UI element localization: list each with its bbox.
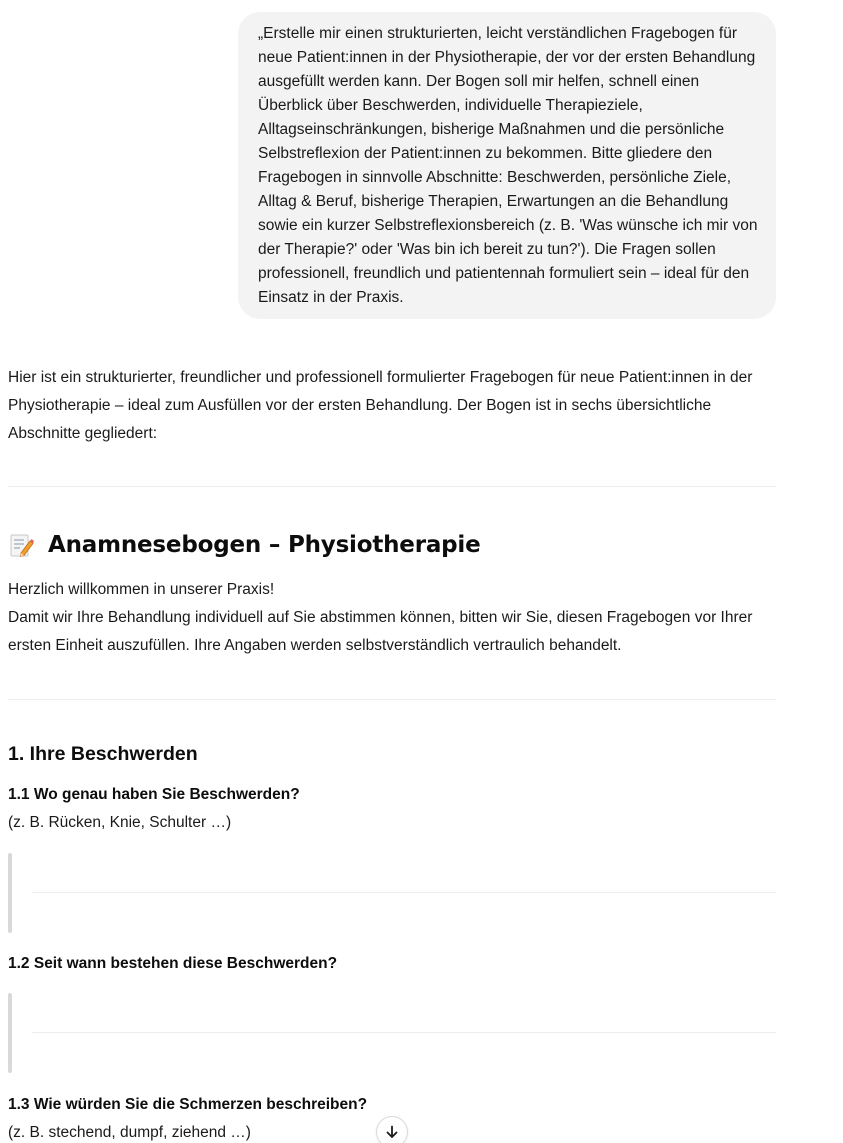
answer-field-bar (8, 993, 12, 1073)
answer-field-line (32, 892, 776, 893)
arrow-down-icon (384, 1124, 400, 1140)
assistant-intro: Hier ist ein strukturierter, freundlicher und professionell formulierter Fragebogen für neue Patient:innen in der Physiotherapie – ideal zum Ausfüllen vor der ersten Behandlung. Der Bogen ist in sechs übersichtliche Abschnitte gegliedert: (8, 369, 753, 442)
user-message-text: „Erstelle mir einen strukturierten, leicht verständlichen Fragebogen für neue Patient:innen in der Physiotherapie, der vor der ersten Behandlung ausgefüllt werden kann. Der Bogen soll mir helfen, schnell einen Überblick über Beschwerden, individuelle Therapieziele, Alltagseinschränkungen, bisherige Maßnahmen und die persönliche Selbstreflexion der Patient:innen zu bekommen. Bitte gliedere den Fragebogen in sinnvolle Abschnitte: Beschwerden, persönliche Ziele, Alltag & Beruf, bisherige Therapien, Erwartungen an die Behandlung sowie ein kurzer Selbstreflexionsbereich (z. B. 'Was wünsche ich mir von der Therapie?' oder 'Was bin ich bereit zu tun?'). Die Fragen sollen professionell, freundlich und patientennah formuliert sein – ideal für den Einsatz in der Praxis. (258, 25, 758, 306)
scroll-down-button[interactable] (376, 1116, 408, 1143)
section-heading: 1. Ihre Beschwerden (8, 743, 198, 765)
question-label: 1.1 Wo genau haben Sie Beschwerden? (8, 786, 300, 803)
page-title-text: Anamnesebogen – Physiotherapie (48, 532, 481, 558)
answer-field[interactable] (8, 993, 776, 1073)
question-hint: (z. B. stechend, dumpf, ziehend …) (8, 1124, 251, 1141)
question-hint: (z. B. Rücken, Knie, Schulter …) (8, 814, 232, 831)
answer-field-line (32, 1032, 776, 1033)
answer-field[interactable] (8, 853, 776, 933)
user-message-bubble (238, 12, 776, 319)
question-label: 1.3 Wie würden Sie die Schmerzen beschreiben? (8, 1096, 368, 1113)
welcome-line-1: Herzlich willkommen in unserer Praxis! (8, 581, 275, 598)
question-label: 1.2 Seit wann bestehen diese Beschwerden? (8, 955, 338, 972)
divider (8, 699, 776, 700)
answer-field-bar (8, 853, 12, 933)
divider (8, 486, 776, 487)
welcome-line-2: Damit wir Ihre Behandlung individuell auf Sie abstimmen können, bitten wir Sie, diesen Fragebogen vor Ihrer ersten Einheit auszufüllen. Ihre Angaben werden selbstverständlich vertraulich behandelt. (8, 609, 753, 654)
page-title (8, 527, 481, 563)
memo-icon (8, 532, 34, 558)
